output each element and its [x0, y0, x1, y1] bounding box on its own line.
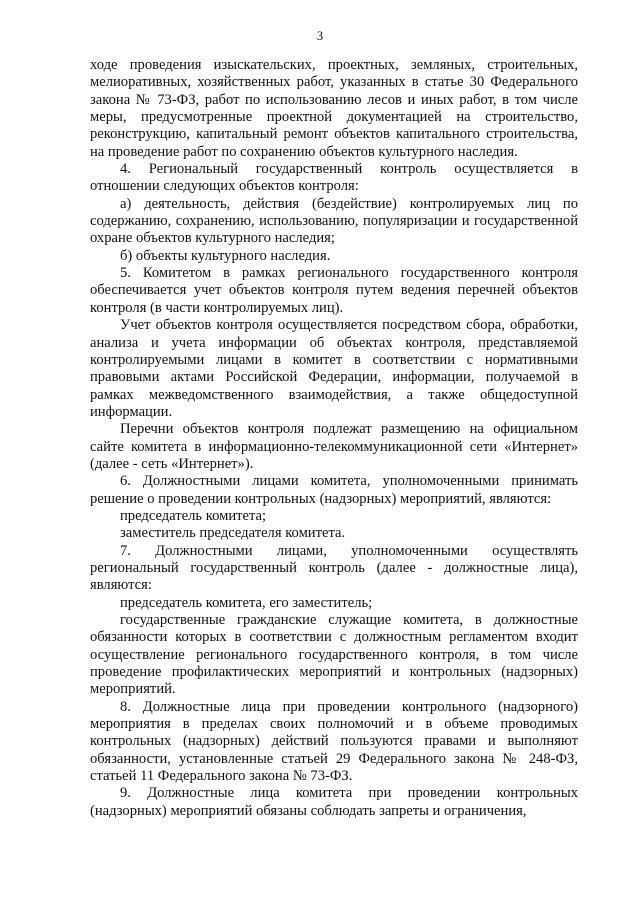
paragraph-item-5: 5. Комитетом в рамках регионального государственного контроля обеспечивается учет объектов контроля путем ведения перечней объектов контроля (в части контролируемых лиц).: [90, 265, 578, 316]
paragraph-item-8: 8. Должностные лица при проведении контрольного (надзорного) мероприятия в пределах своих полномочий и в объеме проводимых контрольных (надзорных) действий пользуются правами и выполняют обязанности, установленные статьей 29 Федерального закона № 248-ФЗ, статьей 11 Федерального закона № 73-ФЗ.: [90, 698, 578, 785]
paragraph-lists: Перечни объектов контроля подлежат размещению на официальном сайте комитета в информационно-телекоммуникационной сети «Интернет» (далее - сеть «Интернет»).: [90, 421, 578, 472]
list-item-chairman: председатель комитета;: [120, 507, 267, 524]
list-item-deputy: заместитель председателя комитета.: [120, 525, 346, 542]
document-body: [90, 57, 578, 820]
list-item-civil-servants: государственные гражданские служащие комитета, в должностные обязанности которых в соответствии с должностным регламентом входит осуществление регионального государственного контроля, в том числе проведение профилактических мероприятий и контрольных (надзорных) мероприятий.: [90, 612, 578, 698]
paragraph-item-4a: а) деятельность, действия (бездействие) контролируемых лиц по содержанию, сохранению, использованию, популяризации и государственной охране объектов культурного наследия;: [90, 195, 578, 247]
paragraph-continuation: ходе проведения изыскательских, проектных, земляных, строительных, мелиоративных, хозяйственных работ, указанных в статье 30 Федерального закона № 73-ФЗ, работ по использованию лесов и иных работ, в том числе меры, предусмотренные проектной документацией на строительство, реконструкцию, капитальный ремонт объектов капитального строительства, на проведение работ по сохранению объектов культурного наследия.: [90, 57, 578, 160]
paragraph-item-9: 9. Должностные лица комитета при проведении контрольных (надзорных) мероприятий обязаны соблюдать запреты и ограничения,: [90, 785, 578, 819]
paragraph-item-6: 6. Должностными лицами комитета, уполномоченными принимать решение о проведении контрольных (надзорных) мероприятий, являются:: [90, 473, 578, 507]
paragraph-item-4: 4. Региональный государственный контроль осуществляется в отношении следующих объектов контроля:: [90, 161, 578, 195]
paragraph-item-7: 7. Должностными лицами, уполномоченными осуществлять региональный государственный контроль (далее - должностные лица), являются:: [90, 542, 578, 594]
paragraph-accounting: Учет объектов контроля осуществляется посредством сбора, обработки, анализа и учета информации об объектах контроля, представляемой контролируемыми лицами в комитет в соответствии с нормативными правовыми актами Российской Федерации, информации, получаемой в рамках межведомственного взаимодействия, а также общедоступной информации.: [90, 317, 578, 420]
paragraph-item-4b: б) объекты культурного наследия.: [120, 247, 331, 264]
list-item-chairman-deputy: председатель комитета, его заместитель;: [120, 594, 373, 611]
page-number: 3: [316, 29, 324, 43]
